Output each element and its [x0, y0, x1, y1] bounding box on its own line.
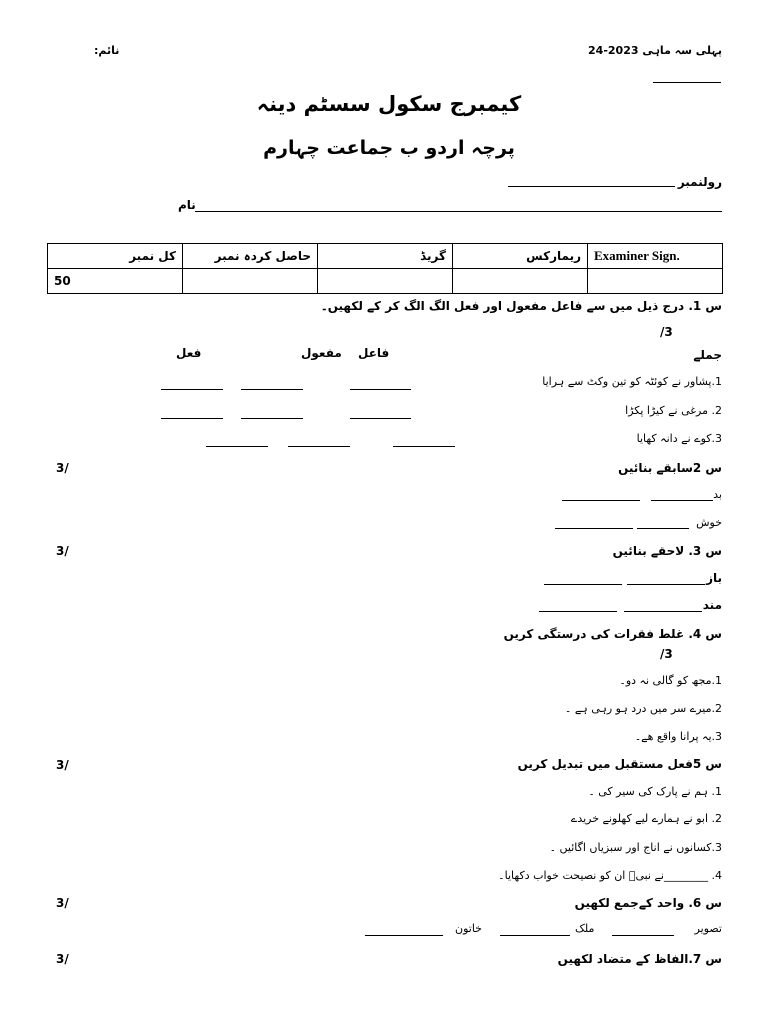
q5-item-2: 2. ابو نے ہمارے لیے کھلونے خریدے	[570, 812, 722, 825]
q2-answer-line[interactable]	[555, 528, 633, 529]
q1-answer-line[interactable]	[393, 446, 455, 447]
examiner-sign-value[interactable]	[588, 269, 723, 294]
q7-title: س 7.الفاظ کے متضاد لکھیں	[557, 952, 722, 966]
q5-title: س 5فعل مستقبل میں تبدیل کریں	[517, 757, 722, 771]
q2-item-2: خوش	[696, 516, 722, 529]
examiner-sign-header: Examiner Sign.	[588, 244, 723, 269]
grade-value[interactable]	[318, 269, 453, 294]
q5-item-1: 1. ہم نے پارک کی سیر کی ۔	[588, 785, 722, 798]
q1-answer-line[interactable]	[350, 418, 411, 419]
student-name-line[interactable]	[195, 211, 722, 212]
q4-item-3: 3.یہ پرانا واقع ھے۔	[634, 730, 722, 743]
q4-title: س 4. غلط فقرات کی درستگی کریں	[503, 627, 722, 641]
q7-marks: 3/	[56, 952, 69, 966]
q2-answer-line[interactable]	[637, 528, 689, 529]
q6-answer-line[interactable]	[365, 935, 443, 936]
q6-item-2: ملک	[575, 922, 595, 935]
q1-col-verb: فعل	[176, 346, 202, 360]
q4-item-2: 2.میرے سر میں درد ہو رہی ہے ۔	[564, 702, 722, 715]
term-label: پہلی سہ ماہی 2023-24	[588, 44, 722, 57]
total-marks-header: کل نمبر	[48, 244, 183, 269]
remarks-value[interactable]	[453, 269, 588, 294]
q1-answer-line[interactable]	[350, 389, 411, 390]
q6-answer-line[interactable]	[500, 935, 570, 936]
q1-answer-line[interactable]	[241, 389, 303, 390]
q1-item-3: 3.کوے نے دانہ کھایا	[636, 432, 722, 445]
remarks-header: ریمارکس	[453, 244, 588, 269]
q2-answer-line[interactable]	[562, 500, 640, 501]
q1-title: س 1. درج ذیل میں سے فاعل مفعول اور فعل الگ الگ کر کے لکھیں۔	[320, 299, 722, 313]
q1-marks: /3	[660, 325, 673, 339]
q6-item-1: تصویر	[694, 922, 722, 935]
term-underline	[653, 82, 721, 83]
q1-answer-line[interactable]	[161, 389, 223, 390]
roll-number-line[interactable]	[508, 186, 675, 187]
q3-answer-line[interactable]	[539, 611, 617, 612]
q1-answer-line[interactable]	[206, 446, 268, 447]
paper-title: پرچہ اردو ب جماعت چہارم	[263, 137, 515, 159]
q1-item-1: 1.پشاور نے کوئٹہ کو تین وکٹ سے ہرایا	[542, 375, 722, 388]
q1-col-subject: فاعل	[358, 346, 390, 360]
grade-header: گریڈ	[318, 244, 453, 269]
marks-table	[47, 243, 723, 294]
q3-answer-line[interactable]	[627, 584, 705, 585]
q1-col-object: مفعول	[301, 346, 342, 360]
q6-marks: 3/	[56, 896, 69, 910]
q1-answer-line[interactable]	[161, 418, 223, 419]
q4-item-1: 1.مجھ کو گالی نہ دو۔	[619, 674, 722, 687]
q3-item-2: مند	[702, 598, 722, 612]
q2-marks: 3/	[56, 461, 69, 475]
q5-marks: 3/	[56, 758, 69, 772]
q6-item-3: خاتون	[455, 922, 482, 935]
q6-answer-line[interactable]	[612, 935, 674, 936]
name-label: نائم:	[94, 44, 120, 57]
q1-item-2: 2. مرغی نے کیڑا پکڑا	[625, 404, 722, 417]
total-marks-value: 50	[48, 269, 183, 294]
q1-answer-line[interactable]	[288, 446, 350, 447]
marks-value-row	[48, 269, 723, 294]
school-title: کیمبرج سکول سسٹم دینہ	[256, 92, 522, 116]
q3-marks: 3/	[56, 544, 69, 558]
q1-answer-line[interactable]	[241, 418, 303, 419]
roll-number-label: رولنمبر	[677, 175, 722, 189]
q3-title: س 3. لاحقے بنائیں	[612, 544, 722, 558]
marks-header-row	[48, 244, 723, 269]
q3-item-1: باز	[706, 571, 722, 585]
obtained-marks-value[interactable]	[183, 269, 318, 294]
q6-title: س 6. واحد کےجمع لکھیں	[574, 896, 722, 910]
obtained-marks-header: حاصل کردہ نمبر	[183, 244, 318, 269]
q5-item-4: 4. ________نے نبیؐ ان کو نصیحت خواب دکھایا۔	[498, 869, 722, 882]
q2-item-1: بد	[713, 488, 722, 501]
q2-title: س 2سابقے بنائیں	[618, 461, 722, 475]
q4-marks: /3	[660, 647, 673, 661]
q1-col-sentence: جملے	[693, 348, 722, 362]
q5-item-3: 3.کسانوں نے اناج اور سبزیاں اگائیں ۔	[549, 841, 722, 854]
q2-answer-line[interactable]	[651, 500, 713, 501]
q3-answer-line[interactable]	[624, 611, 702, 612]
student-name-label: نام	[178, 198, 196, 212]
q3-answer-line[interactable]	[544, 584, 622, 585]
